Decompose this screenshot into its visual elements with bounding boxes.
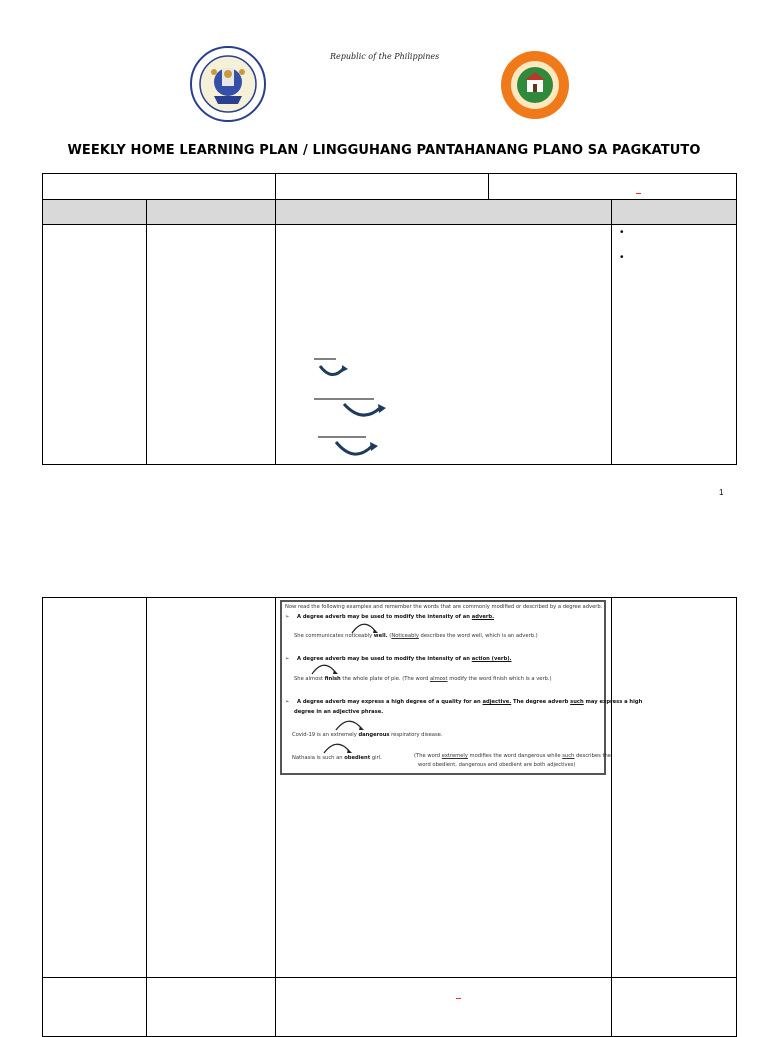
bullet-arrow-icon: ➢ <box>285 656 290 662</box>
curved-arrow-icon <box>322 740 354 754</box>
example-4-note-continued: word obedient, dangerous and obedient are both adjectives) <box>418 762 576 768</box>
column-divider <box>611 199 612 465</box>
row-divider <box>42 977 737 978</box>
school-seal-logo <box>500 50 570 120</box>
example-2: She almost finish the whole plate of pie. (The word almost modify the word finish which is a verb.) <box>294 676 552 682</box>
curved-arrow-icon <box>310 661 340 675</box>
rule-3: ➢ A degree adverb may express a high degree of a quality for an adjective. The degree adverb such may express a high <box>285 699 643 705</box>
rule-2: ➢ A degree adverb may be used to modify the intensity of an action (verb). <box>285 656 512 662</box>
deped-seal-logo <box>190 46 266 122</box>
list-bullet: • <box>620 252 624 263</box>
example-4: Nathasia is such an obedient girl. <box>292 755 382 761</box>
curved-arrow-icon <box>312 394 392 422</box>
column-divider <box>146 597 147 1037</box>
red-mark <box>456 998 461 999</box>
bullet-arrow-icon: ➢ <box>285 699 290 705</box>
example-1: She communicates noticeably well. (Noticeably describes the word well, which is an adverb.) <box>294 633 538 639</box>
list-bullet: • <box>620 227 624 238</box>
column-divider <box>275 597 276 1037</box>
panel-intro: Now read the following examples and remember the words that are commonly modified or described by a degree adverb. <box>285 604 603 610</box>
degree-adverb-examples-panel <box>280 600 643 775</box>
rule-3-continued: degree in an adjective phrase. <box>294 709 384 715</box>
curved-arrow-icon <box>312 356 352 382</box>
info-row <box>42 173 737 200</box>
curved-arrow-icon <box>334 717 366 731</box>
curved-arrow-icon <box>316 434 386 462</box>
info-divider <box>275 173 276 200</box>
document-title: WEEKLY HOME LEARNING PLAN / LINGGUHANG PANTAHANANG PLANO SA PAGKATUTO <box>67 143 701 158</box>
curved-arrow-icon <box>350 620 380 634</box>
red-mark <box>636 193 641 194</box>
page-number: 1 <box>719 488 724 497</box>
example-4-note: (The word extremely modifies the word dangerous while such describes the <box>414 753 611 759</box>
column-divider <box>146 199 147 465</box>
example-3: Covid-19 is an extremely dangerous respiratory disease. <box>292 732 443 738</box>
rule-1: ➢ A degree adverb may be used to modify the intensity of an adverb. <box>285 614 495 620</box>
bullet-arrow-icon: ➢ <box>285 614 290 620</box>
column-divider <box>275 199 276 465</box>
info-divider <box>488 173 489 200</box>
column-divider <box>611 597 612 1037</box>
republic-text: Republic of the Philippines <box>330 52 440 61</box>
